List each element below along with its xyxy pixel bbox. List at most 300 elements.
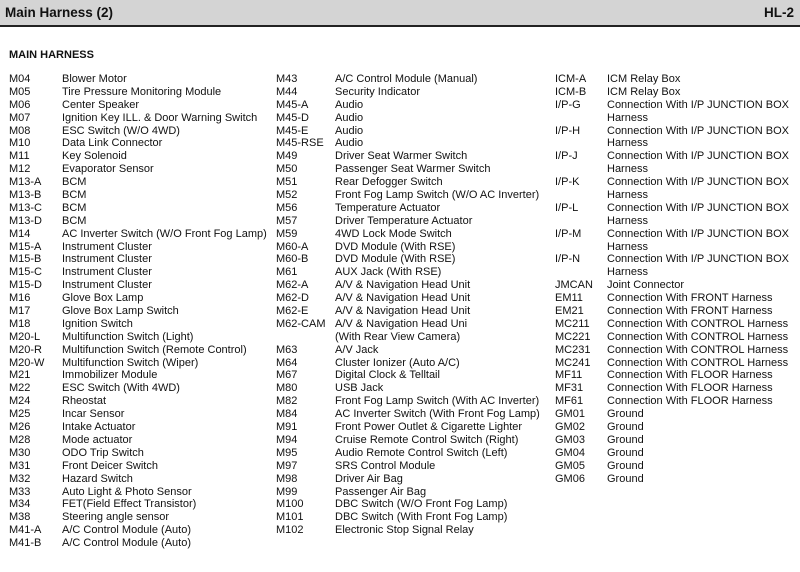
connector-code: M15-A xyxy=(9,240,42,253)
connector-row xyxy=(555,434,789,447)
connector-code: M62-CAM xyxy=(276,317,326,330)
connector-code: I/P-L xyxy=(555,201,579,214)
connector-row xyxy=(9,357,267,370)
connector-code: M17 xyxy=(9,305,31,318)
connector-row xyxy=(555,73,789,86)
connector-row xyxy=(276,524,540,537)
connector-row xyxy=(9,279,267,292)
connector-row xyxy=(276,279,540,292)
connector-row xyxy=(276,421,540,434)
connector-description: Key Solenoid xyxy=(62,150,127,163)
connector-code: GM01 xyxy=(555,408,585,421)
connector-row xyxy=(9,150,267,163)
connector-code: M32 xyxy=(9,472,31,485)
connector-code: M91 xyxy=(276,421,298,434)
connector-row xyxy=(9,125,267,138)
section-title: MAIN HARNESS xyxy=(9,49,94,61)
connector-row xyxy=(9,447,267,460)
connector-row xyxy=(276,382,540,395)
connector-row xyxy=(276,215,540,228)
connector-row xyxy=(276,486,540,499)
connector-description: Electronic Stop Signal Relay xyxy=(335,524,474,537)
connector-row xyxy=(276,189,540,202)
connector-code: M13-C xyxy=(9,201,43,214)
connector-code xyxy=(555,189,607,202)
connector-description: Auto Light & Photo Sensor xyxy=(62,485,192,498)
connector-row xyxy=(276,266,540,279)
connector-row xyxy=(276,202,540,215)
connector-code: M05 xyxy=(9,85,31,98)
connector-description: Front Fog Lamp Switch (With AC Inverter) xyxy=(335,395,540,408)
connector-row xyxy=(276,241,540,254)
connector-row xyxy=(276,369,540,382)
connector-code: M33 xyxy=(9,485,31,498)
connector-row xyxy=(9,511,267,524)
connector-code: GM03 xyxy=(555,433,585,446)
connector-code: M25 xyxy=(9,408,31,421)
connector-row xyxy=(555,421,789,434)
connector-row xyxy=(555,408,789,421)
connector-code: GM04 xyxy=(555,446,585,459)
connector-description: BCM xyxy=(62,201,87,214)
connector-code: M16 xyxy=(9,292,31,305)
connector-row xyxy=(555,447,789,460)
connector-code: M95 xyxy=(276,446,298,459)
connector-code: M51 xyxy=(276,176,298,189)
connector-description: Center Speaker xyxy=(62,98,140,111)
connector-code: M30 xyxy=(9,446,31,459)
connector-description: Passenger Air Bag xyxy=(335,485,427,498)
page-title: Main Harness (2) xyxy=(5,5,114,20)
connector-code: M59 xyxy=(276,227,298,240)
connector-code: M99 xyxy=(276,485,298,498)
connector-description: Incar Sensor xyxy=(62,408,125,421)
connector-code: I/P-J xyxy=(555,150,578,163)
connector-code: ICM-A xyxy=(555,73,587,85)
connector-code: I/P-M xyxy=(555,227,582,240)
connector-row xyxy=(555,292,789,305)
connector-description: Instrument Cluster xyxy=(62,279,152,292)
connector-code: M06 xyxy=(9,98,31,111)
connector-code: M45-E xyxy=(276,124,309,137)
connector-row xyxy=(555,202,789,215)
connector-row xyxy=(9,215,267,228)
connector-code xyxy=(555,266,607,279)
connector-row xyxy=(9,524,267,537)
connector-code: I/P-N xyxy=(555,253,581,266)
connector-description: Ground xyxy=(607,421,644,434)
connector-description: Ignition Switch xyxy=(62,317,133,330)
connector-row xyxy=(9,318,267,331)
connector-row xyxy=(9,395,267,408)
connector-description: Connection With I/P JUNCTION BOX xyxy=(607,150,789,163)
connector-code: M45-RSE xyxy=(276,137,324,150)
connector-code: M18 xyxy=(9,317,31,330)
connector-row xyxy=(555,369,789,382)
connector-code: M28 xyxy=(9,433,31,446)
connector-description: A/C Control Module (Auto) xyxy=(62,537,191,550)
connector-description: DVD Module (With RSE) xyxy=(335,240,456,253)
connector-description: ESC Switch (W/O 4WD) xyxy=(62,124,180,137)
connector-description: Temperature Actuator xyxy=(335,201,441,214)
connector-code: M56 xyxy=(276,201,298,214)
connector-description: A/V & Navigation Head Unit xyxy=(335,305,471,318)
connector-code: I/P-K xyxy=(555,176,580,189)
connector-description: Harness xyxy=(607,163,648,176)
connector-code: M80 xyxy=(276,382,298,395)
connector-code: M62-A xyxy=(276,279,309,292)
connector-code: I/P-H xyxy=(555,124,581,137)
connector-code: M60-B xyxy=(276,253,309,266)
connector-row xyxy=(276,511,540,524)
connector-description: Glove Box Lamp xyxy=(62,292,144,305)
connector-row xyxy=(9,137,267,150)
connector-row xyxy=(276,228,540,241)
page-code: HL-2 xyxy=(764,5,794,20)
connector-code: MF31 xyxy=(555,382,584,395)
connector-description: Immobilizer Module xyxy=(62,369,158,382)
connector-code: M21 xyxy=(9,369,31,382)
connector-code: GM05 xyxy=(555,459,585,472)
connector-row xyxy=(9,473,267,486)
connector-row xyxy=(276,395,540,408)
connector-description: Mode actuator xyxy=(62,433,133,446)
connector-description: AUX Jack (With RSE) xyxy=(335,266,442,279)
connector-description: A/C Control Module (Manual) xyxy=(335,73,478,85)
connector-description: (With Rear View Camera) xyxy=(335,330,461,343)
connector-description: Multifunction Switch (Remote Control) xyxy=(62,343,247,356)
connector-row xyxy=(555,99,789,112)
connector-code: M31 xyxy=(9,459,31,472)
connector-description: Audio xyxy=(335,124,364,137)
connector-description: Harness xyxy=(607,266,648,279)
connector-description: Connection With I/P JUNCTION BOX xyxy=(607,227,789,240)
connector-description: Ground xyxy=(607,408,644,421)
connector-row xyxy=(9,266,267,279)
connector-code: M12 xyxy=(9,163,31,176)
connector-code: GM06 xyxy=(555,472,585,485)
connector-description: Instrument Cluster xyxy=(62,253,152,266)
connector-code: M49 xyxy=(276,150,298,163)
connector-description: Front Deicer Switch xyxy=(62,459,158,472)
connector-description: A/C Control Module (Auto) xyxy=(62,524,191,537)
connector-row xyxy=(555,318,789,331)
connector-row xyxy=(555,460,789,473)
connector-description: Intake Actuator xyxy=(62,421,136,434)
connector-row xyxy=(9,344,267,357)
connector-description: BCM xyxy=(62,189,87,202)
connector-code: M94 xyxy=(276,433,298,446)
connector-row xyxy=(555,189,789,202)
connector-code: M97 xyxy=(276,459,298,472)
connector-row xyxy=(276,408,540,421)
connector-row xyxy=(276,460,540,473)
connector-row xyxy=(555,86,789,99)
page-header xyxy=(0,0,800,27)
connector-description: Harness xyxy=(607,214,648,227)
connector-column-2 xyxy=(276,73,540,537)
connector-row xyxy=(9,382,267,395)
connector-row xyxy=(555,357,789,370)
connector-code: M45-D xyxy=(276,111,310,124)
connector-row xyxy=(555,331,789,344)
connector-row xyxy=(9,163,267,176)
connector-description: Joint Connector xyxy=(607,279,685,292)
connector-row xyxy=(555,305,789,318)
connector-description: Connection With CONTROL Harness xyxy=(607,330,789,343)
connector-code: M15-B xyxy=(9,253,42,266)
connector-row xyxy=(9,486,267,499)
connector-row xyxy=(276,318,540,331)
connector-description: Connection With CONTROL Harness xyxy=(607,356,789,369)
connector-code: M24 xyxy=(9,395,31,408)
connector-row xyxy=(9,305,267,318)
connector-row xyxy=(555,241,789,254)
connector-row xyxy=(276,163,540,176)
connector-row xyxy=(276,253,540,266)
connector-row xyxy=(9,253,267,266)
connector-code: M13-B xyxy=(9,189,42,202)
connector-description: Connection With CONTROL Harness xyxy=(607,343,789,356)
connector-description: Rear Defogger Switch xyxy=(335,176,443,189)
connector-row xyxy=(276,176,540,189)
connector-description: FET(Field Effect Transistor) xyxy=(62,498,197,511)
connector-code: M98 xyxy=(276,472,298,485)
connector-row xyxy=(555,163,789,176)
connector-code: M04 xyxy=(9,73,31,85)
connector-code: I/P-G xyxy=(555,98,581,111)
connector-description: Connection With FRONT Harness xyxy=(607,292,773,305)
connector-code: M62-D xyxy=(276,292,310,305)
connector-code: EM21 xyxy=(555,305,584,318)
connector-row xyxy=(276,473,540,486)
connector-row xyxy=(9,112,267,125)
connector-description: Connection With FRONT Harness xyxy=(607,305,773,318)
connector-code: M08 xyxy=(9,124,31,137)
connector-description: Blower Motor xyxy=(62,73,127,85)
connector-row xyxy=(555,395,789,408)
connector-row xyxy=(9,241,267,254)
connector-code xyxy=(555,163,607,176)
connector-description: BCM xyxy=(62,214,87,227)
connector-code: M82 xyxy=(276,395,298,408)
connector-code: M84 xyxy=(276,408,298,421)
connector-description: Multifunction Switch (Wiper) xyxy=(62,356,199,369)
connector-description: Data Link Connector xyxy=(62,137,163,150)
connector-code: M64 xyxy=(276,356,298,369)
connector-row xyxy=(555,344,789,357)
connector-code: M26 xyxy=(9,421,31,434)
connector-row xyxy=(555,279,789,292)
connector-code: EM11 xyxy=(555,292,583,305)
connector-description: Instrument Cluster xyxy=(62,240,152,253)
connector-row xyxy=(555,266,789,279)
connector-row xyxy=(9,292,267,305)
connector-code: M22 xyxy=(9,382,31,395)
connector-row xyxy=(9,228,267,241)
connector-description: Connection With I/P JUNCTION BOX xyxy=(607,201,789,214)
connector-row xyxy=(555,473,789,486)
connector-row xyxy=(276,86,540,99)
connector-code: M57 xyxy=(276,214,298,227)
connector-row xyxy=(9,189,267,202)
connector-description: Connection With I/P JUNCTION BOX xyxy=(607,98,789,111)
connector-row xyxy=(9,460,267,473)
connector-code: MF11 xyxy=(555,369,583,382)
connector-description: Audio xyxy=(335,111,364,124)
connector-description: ODO Trip Switch xyxy=(62,446,144,459)
connector-description: Audio xyxy=(335,137,364,150)
connector-code xyxy=(555,241,607,254)
connector-description: Digital Clock & Telltail xyxy=(335,369,440,382)
connector-code: ICM-B xyxy=(555,85,587,98)
connector-row xyxy=(9,99,267,112)
connector-description: Front Fog Lamp Switch (W/O AC Inverter) xyxy=(335,189,540,202)
connector-description: DBC Switch (With Front Fog Lamp) xyxy=(335,511,508,524)
connector-description: Harness xyxy=(607,111,648,124)
connector-description: Tire Pressure Monitoring Module xyxy=(62,85,222,98)
connector-description: Audio xyxy=(335,98,364,111)
connector-code xyxy=(555,112,607,125)
connector-description: Driver Temperature Actuator xyxy=(335,214,473,227)
connector-code: M07 xyxy=(9,111,31,124)
connector-row xyxy=(555,176,789,189)
connector-row xyxy=(276,112,540,125)
connector-description: Harness xyxy=(607,240,648,253)
connector-row xyxy=(276,137,540,150)
connector-description: Passenger Seat Warmer Switch xyxy=(335,163,491,176)
connector-description: Connection With FLOOR Harness xyxy=(607,369,773,382)
connector-row xyxy=(9,434,267,447)
connector-row xyxy=(276,305,540,318)
connector-description: A/V & Navigation Head Unit xyxy=(335,279,471,292)
connector-description: Harness xyxy=(607,137,648,150)
connector-code: M10 xyxy=(9,137,31,150)
connector-row xyxy=(276,331,540,344)
connector-code: M63 xyxy=(276,343,298,356)
connector-code xyxy=(555,137,607,150)
connector-description: Ignition Key ILL. & Door Warning Switch xyxy=(62,111,258,124)
connector-code: M100 xyxy=(276,498,304,511)
connector-row xyxy=(9,331,267,344)
connector-code xyxy=(276,331,335,344)
connector-code: JMCAN xyxy=(555,279,593,292)
connector-description: AC Inverter Switch (With Front Fog Lamp) xyxy=(335,408,540,421)
connector-row xyxy=(276,357,540,370)
connector-code: MC211 xyxy=(555,317,590,330)
connector-description: Ground xyxy=(607,446,644,459)
connector-description: Cruise Remote Control Switch (Right) xyxy=(335,433,519,446)
connector-column-1 xyxy=(9,73,267,550)
connector-description: ICM Relay Box xyxy=(607,85,681,98)
connector-code: MC231 xyxy=(555,343,591,356)
connector-description: Ground xyxy=(607,459,644,472)
connector-code: M67 xyxy=(276,369,298,382)
connector-row xyxy=(9,408,267,421)
connector-row xyxy=(276,125,540,138)
connector-description: Connection With I/P JUNCTION BOX xyxy=(607,124,789,137)
connector-description: Front Power Outlet & Cigarette Lighter xyxy=(335,421,523,434)
connector-description: Connection With CONTROL Harness xyxy=(607,317,789,330)
connector-description: Connection With FLOOR Harness xyxy=(607,382,773,395)
connector-code: M43 xyxy=(276,73,298,85)
connector-code: M20-L xyxy=(9,330,41,343)
connector-description: Driver Air Bag xyxy=(335,472,403,485)
connector-code: M52 xyxy=(276,189,298,202)
connector-code: M50 xyxy=(276,163,298,176)
connector-description: Instrument Cluster xyxy=(62,266,152,279)
connector-row xyxy=(276,73,540,86)
connector-description: DVD Module (With RSE) xyxy=(335,253,456,266)
connector-description: Ground xyxy=(607,433,644,446)
connector-description: 4WD Lock Mode Switch xyxy=(335,227,452,240)
connector-description: A/V & Navigation Head Uni xyxy=(335,317,468,330)
connector-row xyxy=(555,137,789,150)
connector-description: Connection With I/P JUNCTION BOX xyxy=(607,253,789,266)
connector-code: M13-A xyxy=(9,176,42,189)
connector-description: Harness xyxy=(607,189,648,202)
connector-description: Multifunction Switch (Light) xyxy=(62,330,194,343)
connector-code: M61 xyxy=(276,266,298,279)
connector-description: Security Indicator xyxy=(335,85,420,98)
connector-row xyxy=(9,86,267,99)
connector-row xyxy=(555,112,789,125)
connector-description: SRS Control Module xyxy=(335,459,436,472)
connector-row xyxy=(276,344,540,357)
connector-code: M14 xyxy=(9,227,31,240)
connector-description: AC Inverter Switch (W/O Front Fog Lamp) xyxy=(62,227,267,240)
connector-description: A/V & Navigation Head Unit xyxy=(335,292,471,305)
connector-row xyxy=(276,434,540,447)
connector-row xyxy=(9,369,267,382)
connector-row xyxy=(555,150,789,163)
connector-row xyxy=(9,498,267,511)
connector-row xyxy=(276,99,540,112)
connector-row xyxy=(9,421,267,434)
connector-code: M45-A xyxy=(276,98,309,111)
connector-description: DBC Switch (W/O Front Fog Lamp) xyxy=(335,498,508,511)
connector-code: M101 xyxy=(276,511,304,524)
connector-description: A/V Jack xyxy=(335,343,379,356)
connector-description: Rheostat xyxy=(62,395,107,408)
connector-row xyxy=(9,73,267,86)
connector-code: M41-A xyxy=(9,524,42,537)
connector-row xyxy=(555,215,789,228)
connector-description: USB Jack xyxy=(335,382,384,395)
connector-code: M34 xyxy=(9,498,31,511)
connector-description: Ground xyxy=(607,472,644,485)
connector-row xyxy=(276,150,540,163)
connector-description: ESC Switch (With 4WD) xyxy=(62,382,180,395)
connector-description: Driver Seat Warmer Switch xyxy=(335,150,468,163)
connector-code: MF61 xyxy=(555,395,584,408)
connector-row xyxy=(276,292,540,305)
connector-code xyxy=(555,215,607,228)
connector-code: M13-D xyxy=(9,214,43,227)
connector-column-3 xyxy=(555,73,789,486)
connector-code: M20-R xyxy=(9,343,43,356)
connector-row xyxy=(555,228,789,241)
connector-code: MC241 xyxy=(555,356,591,369)
connector-code: M60-A xyxy=(276,240,309,253)
connector-description: Connection With FLOOR Harness xyxy=(607,395,773,408)
connector-description: Evaporator Sensor xyxy=(62,163,154,176)
connector-code: GM02 xyxy=(555,421,585,434)
connector-description: Audio Remote Control Switch (Left) xyxy=(335,446,508,459)
connector-row xyxy=(276,498,540,511)
connector-code: M11 xyxy=(9,150,30,163)
connector-code: MC221 xyxy=(555,330,591,343)
